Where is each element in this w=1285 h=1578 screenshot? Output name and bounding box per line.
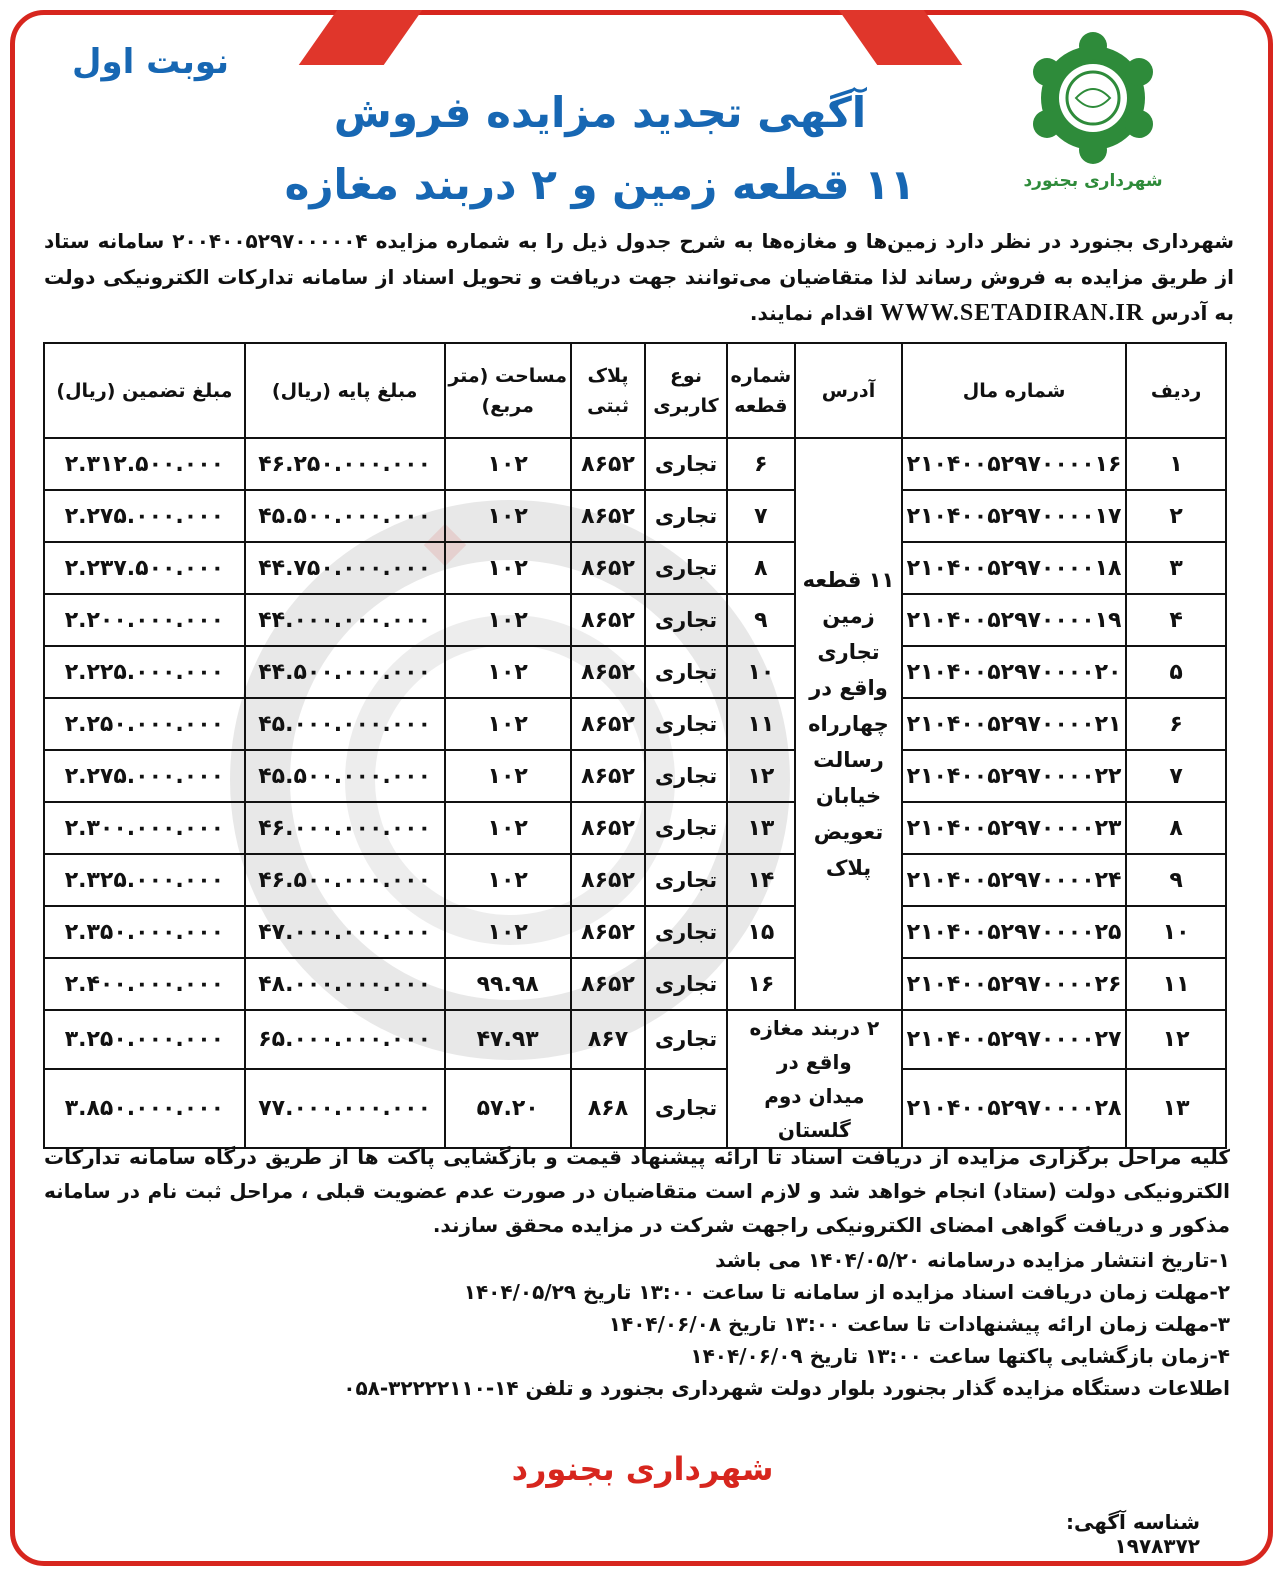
cell-usage: تجاری bbox=[645, 438, 727, 490]
table-row bbox=[44, 490, 1226, 542]
table-row bbox=[44, 698, 1226, 750]
cell-usage: تجاری bbox=[645, 750, 727, 802]
header-property-number: شماره مال bbox=[902, 343, 1126, 438]
cell-property-number: ۲۱۰۴۰۰۵۲۹۷۰۰۰۰۲۴ bbox=[902, 854, 1126, 906]
cell-area: ۵۷.۲۰ bbox=[445, 1069, 571, 1148]
table-row bbox=[44, 594, 1226, 646]
cell-row-number: ۹ bbox=[1126, 854, 1226, 906]
cell-guarantee: ۲.۲۲۵.۰۰۰.۰۰۰ bbox=[44, 646, 245, 698]
contact-info: اطلاعات دستگاه مزایده گذار بجنورد بلوار دولت شهرداری بجنورد و تلفن ۱۴-۳۲۲۲۲۱۱۰-۰۵۸ bbox=[343, 1376, 1230, 1400]
cell-property-number: ۲۱۰۴۰۰۵۲۹۷۰۰۰۰۲۸ bbox=[902, 1069, 1126, 1148]
cell-guarantee: ۲.۳۲۵.۰۰۰.۰۰۰ bbox=[44, 854, 245, 906]
ad-id: شناسه آگهی: ۱۹۷۸۳۷۲ bbox=[1065, 1510, 1200, 1558]
cell-plate: ۸۶۵۲ bbox=[571, 854, 645, 906]
table-row bbox=[44, 646, 1226, 698]
intro-paragraph bbox=[44, 223, 1234, 331]
cell-guarantee: ۳.۸۵۰.۰۰۰.۰۰۰ bbox=[44, 1069, 245, 1148]
cell-usage: تجاری bbox=[645, 906, 727, 958]
cell-plate: ۸۶۵۲ bbox=[571, 646, 645, 698]
cell-plot-number: ۸ bbox=[727, 542, 795, 594]
cell-plot-number: ۹ bbox=[727, 594, 795, 646]
cell-base-price: ۴۵.۵۰۰.۰۰۰.۰۰۰ bbox=[245, 750, 445, 802]
cell-base-price: ۴۴.۵۰۰.۰۰۰.۰۰۰ bbox=[245, 646, 445, 698]
cell-row-number: ۱ bbox=[1126, 438, 1226, 490]
cell-base-price: ۴۴.۷۵۰.۰۰۰.۰۰۰ bbox=[245, 542, 445, 594]
cell-plate: ۸۶۸ bbox=[571, 1069, 645, 1148]
cell-usage: تجاری bbox=[645, 646, 727, 698]
auction-table bbox=[43, 342, 1227, 1149]
cell-address-lands: ۱۱ قطعه زمین تجاری واقع در چهارراه رسالت خیابان تعویض پلاک bbox=[795, 438, 902, 1010]
cell-property-number: ۲۱۰۴۰۰۵۲۹۷۰۰۰۰۱۹ bbox=[902, 594, 1126, 646]
note-item-2: ۲-مهلت زمان دریافت اسناد مزایده از سامانه تا ساعت ۱۳:۰۰ تاریخ ۱۴۰۴/۰۵/۲۹ bbox=[463, 1280, 1230, 1304]
cell-plot-number: ۶ bbox=[727, 438, 795, 490]
cell-row-number: ۵ bbox=[1126, 646, 1226, 698]
cell-plate: ۸۶۵۲ bbox=[571, 490, 645, 542]
cell-row-number: ۸ bbox=[1126, 802, 1226, 854]
table-body bbox=[44, 438, 1226, 1148]
cell-property-number: ۲۱۰۴۰۰۵۲۹۷۰۰۰۰۱۷ bbox=[902, 490, 1126, 542]
note-item-1: ۱-تاریخ انتشار مزایده درسامانه ۱۴۰۴/۰۵/۲۰ می باشد bbox=[715, 1248, 1230, 1272]
cell-area: ۹۹.۹۸ bbox=[445, 958, 571, 1010]
cell-base-price: ۴۶.۲۵۰.۰۰۰.۰۰۰ bbox=[245, 438, 445, 490]
table-row bbox=[44, 750, 1226, 802]
cell-area: ۱۰۲ bbox=[445, 750, 571, 802]
table-row bbox=[44, 854, 1226, 906]
cell-property-number: ۲۱۰۴۰۰۵۲۹۷۰۰۰۰۱۶ bbox=[902, 438, 1126, 490]
header-row-number: ردیف bbox=[1126, 343, 1226, 438]
cell-property-number: ۲۱۰۴۰۰۵۲۹۷۰۰۰۰۲۳ bbox=[902, 802, 1126, 854]
cell-plot-number: ۱۵ bbox=[727, 906, 795, 958]
notes-paragraph: کلیه مراحل برگزاری مزایده از دریافت اسناد تا ارائه پیشنهاد قیمت و بازگشایی پاکت ها از طریق درگاه سامانه تدارکات الکترونیکی دولت (ستاد) انجام خواهد شد و لازم است متقاضیان در صورت عدم عضویت قبلی ، مراحل ثبت نام در سامانه مذکور و دریافت گواهی امضای الکترونیکی راجهت شرکت در مزایده محقق سازند. bbox=[44, 1145, 1230, 1237]
cell-property-number: ۲۱۰۴۰۰۵۲۹۷۰۰۰۰۲۵ bbox=[902, 906, 1126, 958]
cell-row-number: ۱۲ bbox=[1126, 1010, 1226, 1069]
cell-property-number: ۲۱۰۴۰۰۵۲۹۷۰۰۰۰۲۲ bbox=[902, 750, 1126, 802]
cell-guarantee: ۳.۲۵۰.۰۰۰.۰۰۰ bbox=[44, 1010, 245, 1069]
cell-row-number: ۱۳ bbox=[1126, 1069, 1226, 1148]
cell-plot-number: ۱۰ bbox=[727, 646, 795, 698]
cell-plate: ۸۶۷ bbox=[571, 1010, 645, 1069]
cell-property-number: ۲۱۰۴۰۰۵۲۹۷۰۰۰۰۲۰ bbox=[902, 646, 1126, 698]
note-item-3: ۳-مهلت زمان ارائه پیشنهادات تا ساعت ۱۳:۰۰ تاریخ ۱۴۰۴/۰۶/۰۸ bbox=[608, 1312, 1230, 1336]
cell-base-price: ۷۷.۰۰۰.۰۰۰.۰۰۰ bbox=[245, 1069, 445, 1148]
cell-base-price: ۴۵.۰۰۰.۰۰۰.۰۰۰ bbox=[245, 698, 445, 750]
setad-url-link[interactable]: WWW.SETADIRAN.IR bbox=[880, 300, 1145, 326]
table-row bbox=[44, 802, 1226, 854]
cell-base-price: ۴۶.۵۰۰.۰۰۰.۰۰۰ bbox=[245, 854, 445, 906]
cell-guarantee: ۲.۲۷۵.۰۰۰.۰۰۰ bbox=[44, 490, 245, 542]
header-plot-number: شماره قطعه bbox=[727, 343, 795, 438]
table-row bbox=[44, 958, 1226, 1010]
cell-plate: ۸۶۵۲ bbox=[571, 542, 645, 594]
cell-area: ۴۷.۹۳ bbox=[445, 1010, 571, 1069]
cell-row-number: ۷ bbox=[1126, 750, 1226, 802]
cell-usage: تجاری bbox=[645, 698, 727, 750]
cell-plate: ۸۶۵۲ bbox=[571, 958, 645, 1010]
signature: شهرداری بجنورد bbox=[511, 1450, 774, 1488]
cell-area: ۱۰۲ bbox=[445, 854, 571, 906]
cell-plate: ۸۶۵۲ bbox=[571, 698, 645, 750]
cell-guarantee: ۲.۲۰۰.۰۰۰.۰۰۰ bbox=[44, 594, 245, 646]
header-usage: نوع کاربری bbox=[645, 343, 727, 438]
cell-guarantee: ۲.۳۰۰.۰۰۰.۰۰۰ bbox=[44, 802, 245, 854]
cell-usage: تجاری bbox=[645, 542, 727, 594]
cell-base-price: ۴۴.۰۰۰.۰۰۰.۰۰۰ bbox=[245, 594, 445, 646]
cell-row-number: ۳ bbox=[1126, 542, 1226, 594]
cell-usage: تجاری bbox=[645, 802, 727, 854]
cell-base-price: ۴۵.۵۰۰.۰۰۰.۰۰۰ bbox=[245, 490, 445, 542]
cell-plot-number: ۱۱ bbox=[727, 698, 795, 750]
cell-plate: ۸۶۵۲ bbox=[571, 750, 645, 802]
cell-area: ۱۰۲ bbox=[445, 542, 571, 594]
cell-area: ۱۰۲ bbox=[445, 490, 571, 542]
intro-text: شهرداری بجنورد در نظر دارد زمین‌ها و مغازه‌ها به شرح جدول ذیل را به شماره مزایده ۲۰۰۴۰۰۵۲۹۷۰۰۰۰۰۴ سامانه ستاد از طریق مزایده به فروش رساند لذا متقاضیان می‌توانند جهت دریافت و تحویل اسناد از سامانه تدارکات الکترونیکی دولت به آدرس bbox=[44, 229, 1234, 325]
cell-area: ۱۰۲ bbox=[445, 698, 571, 750]
cell-usage: تجاری bbox=[645, 490, 727, 542]
cell-usage: تجاری bbox=[645, 958, 727, 1010]
header-plate: پلاک ثبتی bbox=[571, 343, 645, 438]
cell-area: ۱۰۲ bbox=[445, 802, 571, 854]
cell-base-price: ۶۵.۰۰۰.۰۰۰.۰۰۰ bbox=[245, 1010, 445, 1069]
cell-usage: تجاری bbox=[645, 594, 727, 646]
cell-guarantee: ۲.۴۰۰.۰۰۰.۰۰۰ bbox=[44, 958, 245, 1010]
cell-plot-number: ۷ bbox=[727, 490, 795, 542]
cell-usage: تجاری bbox=[645, 854, 727, 906]
cell-area: ۱۰۲ bbox=[445, 438, 571, 490]
intro-tail: اقدام نمایند. bbox=[749, 301, 874, 325]
cell-usage: تجاری bbox=[645, 1069, 727, 1148]
cell-usage: تجاری bbox=[645, 1010, 727, 1069]
cell-base-price: ۴۸.۰۰۰.۰۰۰.۰۰۰ bbox=[245, 958, 445, 1010]
cell-plate: ۸۶۵۲ bbox=[571, 906, 645, 958]
cell-row-number: ۲ bbox=[1126, 490, 1226, 542]
table-row bbox=[44, 438, 1226, 490]
cell-property-number: ۲۱۰۴۰۰۵۲۹۷۰۰۰۰۲۶ bbox=[902, 958, 1126, 1010]
cell-plot-number: ۱۳ bbox=[727, 802, 795, 854]
cell-guarantee: ۲.۳۱۲.۵۰۰.۰۰۰ bbox=[44, 438, 245, 490]
cell-plate: ۸۶۵۲ bbox=[571, 802, 645, 854]
cell-plate: ۸۶۵۲ bbox=[571, 438, 645, 490]
cell-row-number: ۱۰ bbox=[1126, 906, 1226, 958]
title-line-2: ۱۱ قطعه زمین و ۲ دربند مغازه bbox=[284, 160, 916, 209]
table-row bbox=[44, 1010, 1226, 1069]
cell-guarantee: ۲.۲۵۰.۰۰۰.۰۰۰ bbox=[44, 698, 245, 750]
cell-base-price: ۴۶.۰۰۰.۰۰۰.۰۰۰ bbox=[245, 802, 445, 854]
logo-leaf-ring-icon bbox=[1033, 32, 1153, 164]
cell-guarantee: ۲.۲۷۵.۰۰۰.۰۰۰ bbox=[44, 750, 245, 802]
cell-area: ۱۰۲ bbox=[445, 646, 571, 698]
cell-property-number: ۲۱۰۴۰۰۵۲۹۷۰۰۰۰۲۷ bbox=[902, 1010, 1126, 1069]
table-row bbox=[44, 906, 1226, 958]
cell-base-price: ۴۷.۰۰۰.۰۰۰.۰۰۰ bbox=[245, 906, 445, 958]
note-item-4: ۴-زمان بازگشایی پاکتها ساعت ۱۳:۰۰ تاریخ ۱۴۰۴/۰۶/۰۹ bbox=[690, 1344, 1230, 1368]
cell-guarantee: ۲.۳۵۰.۰۰۰.۰۰۰ bbox=[44, 906, 245, 958]
header-address: آدرس bbox=[795, 343, 902, 438]
cell-plot-number: ۱۴ bbox=[727, 854, 795, 906]
cell-row-number: ۴ bbox=[1126, 594, 1226, 646]
table-row bbox=[44, 542, 1226, 594]
table-row bbox=[44, 1069, 1226, 1148]
cell-address-shops: ۲ دربند مغازه واقع در میدان دوم گلستان bbox=[727, 1010, 902, 1148]
cell-property-number: ۲۱۰۴۰۰۵۲۹۷۰۰۰۰۱۸ bbox=[902, 542, 1126, 594]
cell-row-number: ۱۱ bbox=[1126, 958, 1226, 1010]
notes-section bbox=[44, 1140, 1230, 1404]
cell-guarantee: ۲.۲۳۷.۵۰۰.۰۰۰ bbox=[44, 542, 245, 594]
header-guarantee: مبلغ تضمین (ریال) bbox=[44, 343, 245, 438]
cell-area: ۱۰۲ bbox=[445, 906, 571, 958]
header-area: مساحت (متر مربع) bbox=[445, 343, 571, 438]
cell-plate: ۸۶۵۲ bbox=[571, 594, 645, 646]
cell-property-number: ۲۱۰۴۰۰۵۲۹۷۰۰۰۰۲۱ bbox=[902, 698, 1126, 750]
cell-plot-number: ۱۶ bbox=[727, 958, 795, 1010]
header-base-price: مبلغ پایه (ریال) bbox=[245, 343, 445, 438]
title-line-1: آگهی تجدید مزایده فروش bbox=[333, 88, 867, 137]
cell-row-number: ۶ bbox=[1126, 698, 1226, 750]
logo-caption: شهرداری بجنورد bbox=[1023, 171, 1163, 191]
publication-turn: نوبت اول bbox=[72, 42, 229, 82]
table-header-row bbox=[44, 343, 1226, 438]
cell-area: ۱۰۲ bbox=[445, 594, 571, 646]
cell-plot-number: ۱۲ bbox=[727, 750, 795, 802]
